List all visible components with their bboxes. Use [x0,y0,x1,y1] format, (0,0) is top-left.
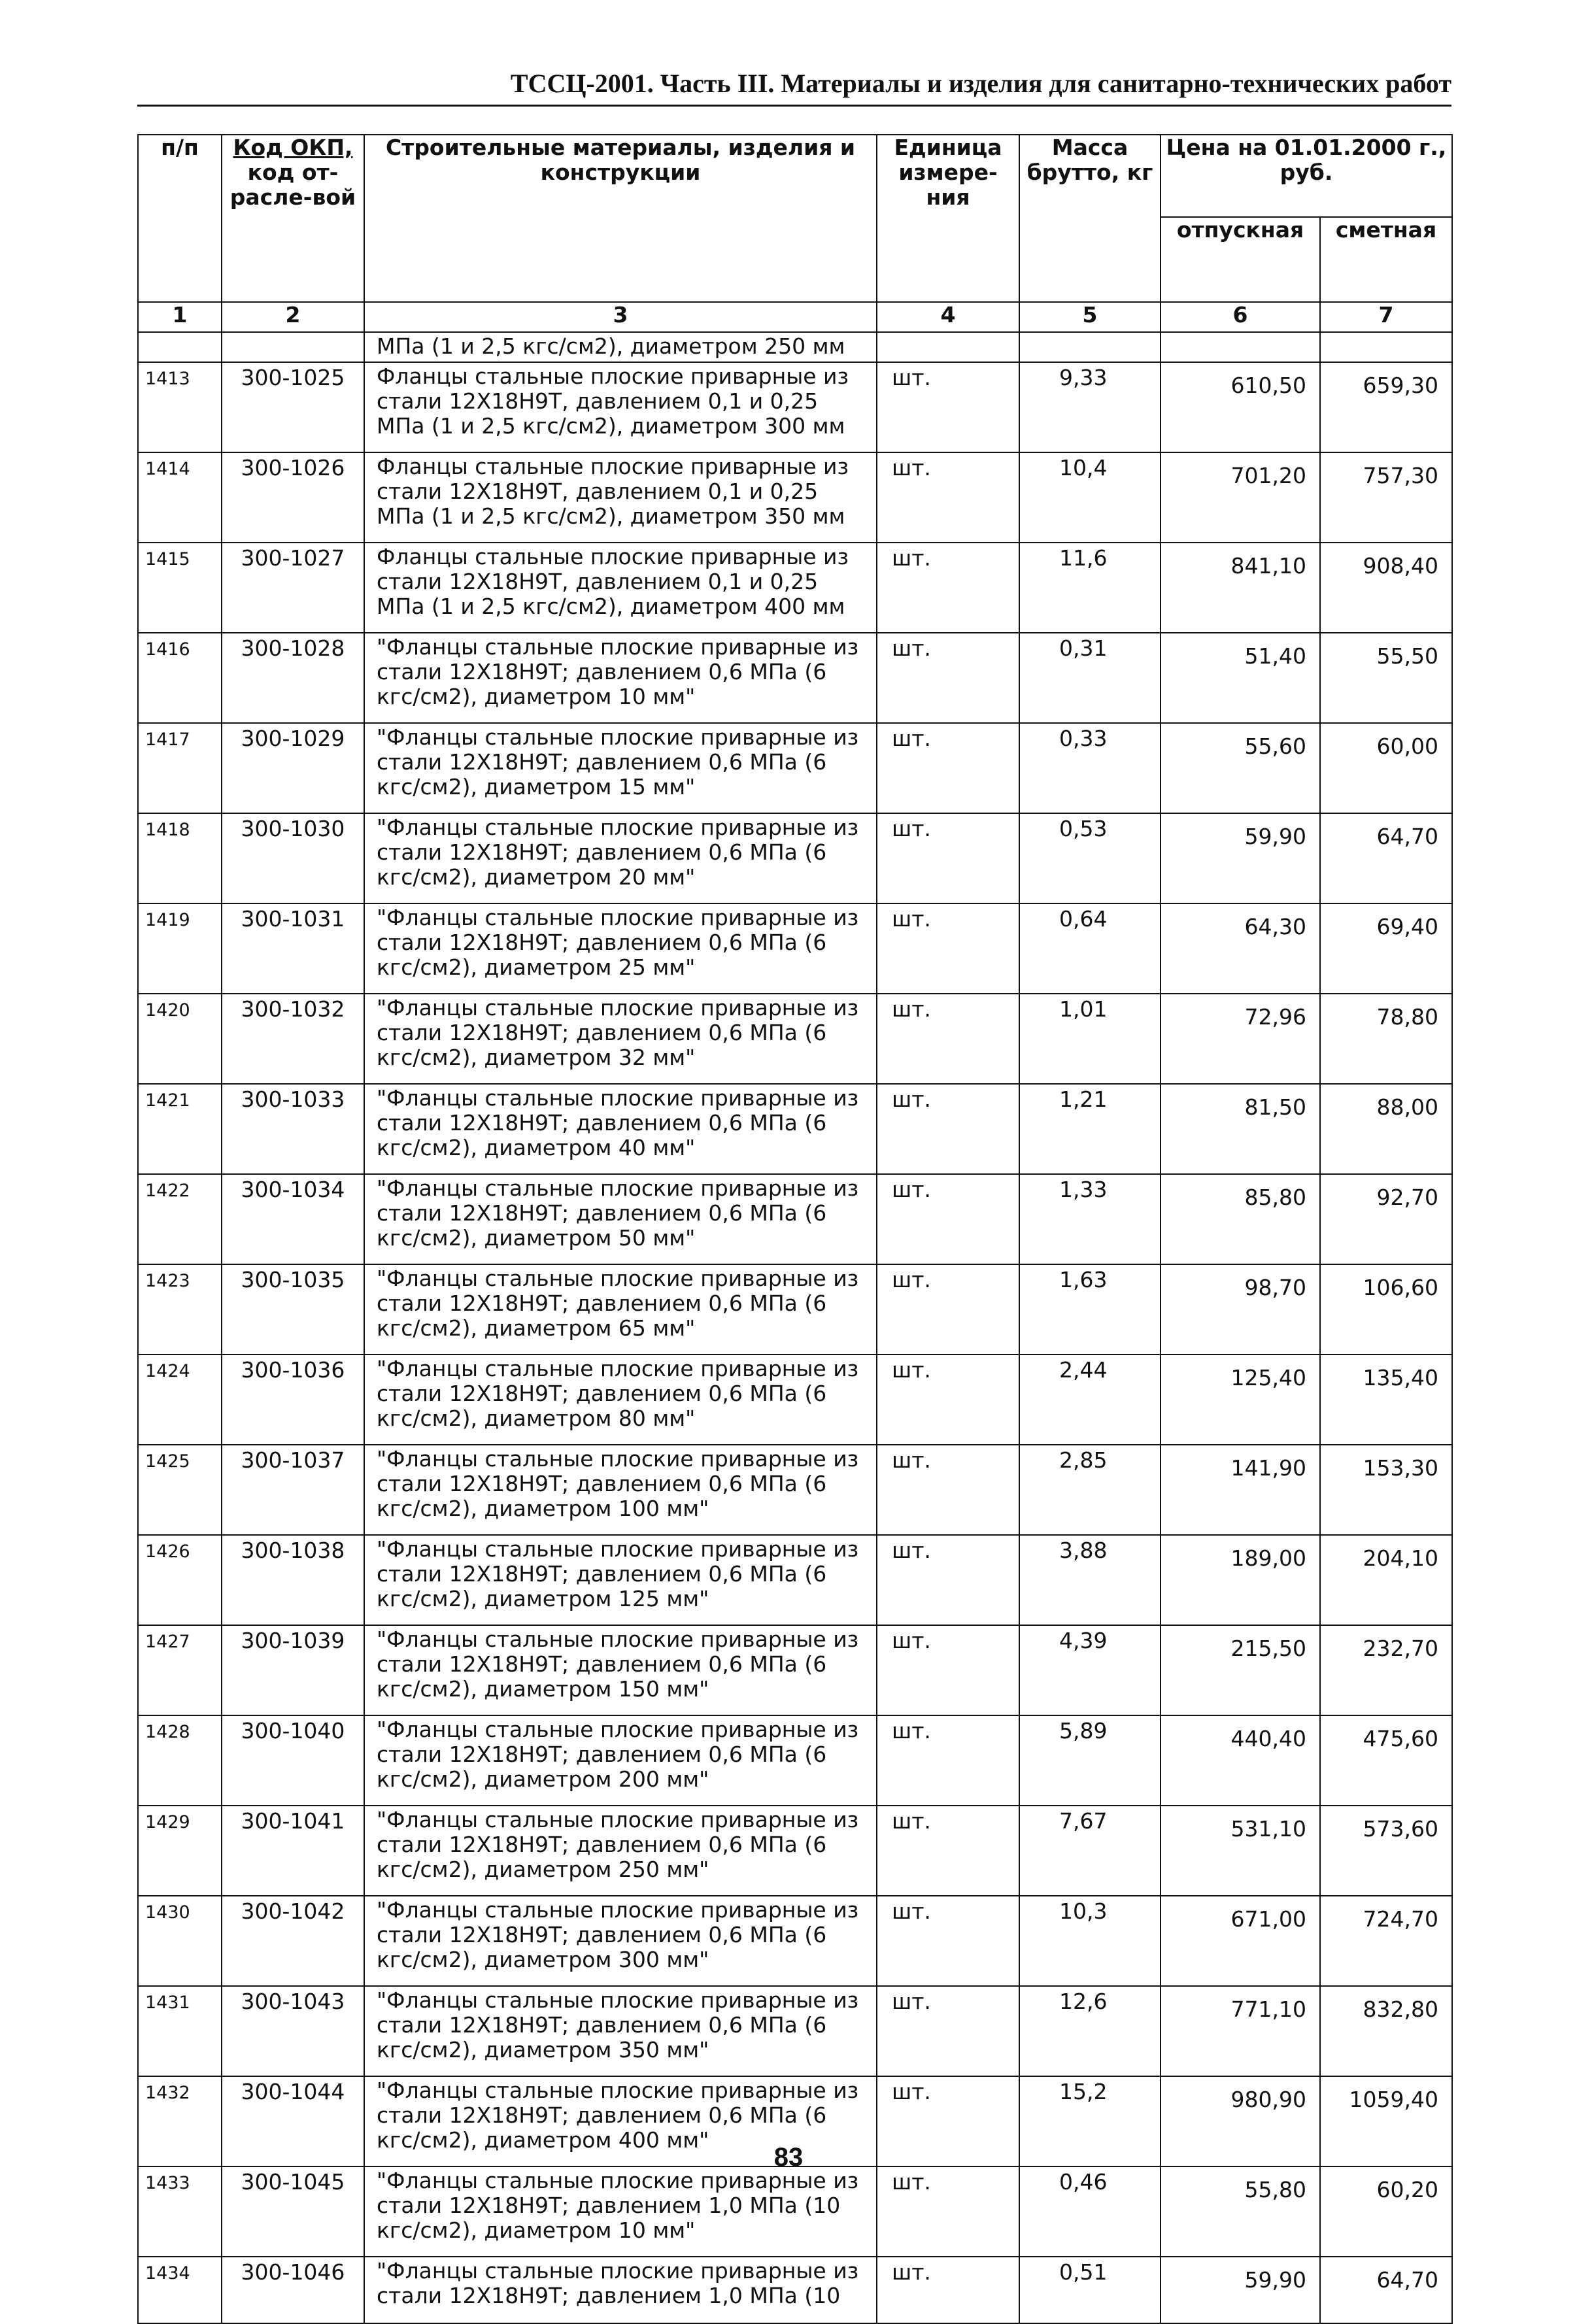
row-price-estimate: 55,50 [1320,633,1452,723]
row-price-estimate: 78,80 [1320,994,1452,1084]
row-price-sale: 189,00 [1161,1535,1320,1625]
row-mass: 10,3 [1019,1896,1161,1986]
row-mass: 1,63 [1019,1264,1161,1355]
table-row [138,452,1452,543]
row-mass: 3,88 [1019,1535,1161,1625]
row-number: 1415 [138,543,222,633]
row-code: 300-1042 [222,1896,364,1986]
row-price-estimate: 135,40 [1320,1355,1452,1445]
row-price-sale: 610,50 [1161,362,1320,452]
row-price-sale: 701,20 [1161,452,1320,543]
table-row [138,1535,1452,1625]
row-unit: шт. [877,1625,1019,1715]
table-row [138,2166,1452,2257]
row-code: 300-1035 [222,1264,364,1355]
row-unit: шт. [877,2076,1019,2166]
row-number: 1430 [138,1896,222,1986]
row-price-sale: 72,96 [1161,994,1320,1084]
row-price-sale: 55,80 [1161,2166,1320,2257]
row-mass: 11,6 [1019,543,1161,633]
row-unit: шт. [877,723,1019,813]
row-mass: 0,46 [1019,2166,1161,2257]
row-price-sale: 81,50 [1161,1084,1320,1174]
row-code: 300-1034 [222,1174,364,1264]
row-price-sale: 51,40 [1161,633,1320,723]
row-code: 300-1045 [222,2166,364,2257]
row-price-estimate: 60,00 [1320,723,1452,813]
row-description: "Фланцы стальные плоские приварные из стали 12Х18Н9Т; давлением 0,6 МПа (6 кгс/см2), диаметром 20 мм" [364,813,877,903]
row-code: 300-1037 [222,1445,364,1535]
column-number: 6 [1161,302,1320,332]
page-number: 83 [773,2143,804,2172]
row-code: 300-1033 [222,1084,364,1174]
row-mass: 0,64 [1019,903,1161,994]
row-number: 1416 [138,633,222,723]
table-header-row [138,135,1452,217]
table-row [138,723,1452,813]
row-price-sale: 671,00 [1161,1896,1320,1986]
row-price-sale: 98,70 [1161,1264,1320,1355]
row-number: 1428 [138,1715,222,1806]
row-price-sale: 64,30 [1161,903,1320,994]
row-description: "Фланцы стальные плоские приварные из стали 12Х18Н9Т; давлением 1,0 МПа (10 [364,2257,877,2323]
header-unit: Единица измере-ния [877,135,1019,302]
row-number: 1422 [138,1174,222,1264]
row-price-sale: 531,10 [1161,1806,1320,1896]
row-code: 300-1025 [222,362,364,452]
row-mass: 2,85 [1019,1445,1161,1535]
row-number: 1427 [138,1625,222,1715]
row-unit: шт. [877,2257,1019,2323]
row-code: 300-1046 [222,2257,364,2323]
row-code: 300-1031 [222,903,364,994]
column-number: 1 [138,302,222,332]
continuation-row [138,332,1452,362]
continuation-num-cell [138,332,222,362]
row-price-estimate: 573,60 [1320,1806,1452,1896]
row-price-estimate: 204,10 [1320,1535,1452,1625]
table-row [138,2257,1452,2323]
header-num: п/п [138,135,222,302]
price-table [137,134,1453,2324]
row-price-estimate: 92,70 [1320,1174,1452,1264]
row-price-sale: 59,90 [1161,813,1320,903]
row-description: "Фланцы стальные плоские приварные из стали 12Х18Н9Т; давлением 0,6 МПа (6 кгс/см2), диаметром 400 мм" [364,2076,877,2166]
header-name: Строительные материалы, изделия и конструкции [364,135,877,302]
continuation-estimate-cell [1320,332,1452,362]
row-price-estimate: 659,30 [1320,362,1452,452]
row-unit: шт. [877,362,1019,452]
row-price-estimate: 832,80 [1320,1986,1452,2076]
row-mass: 0,31 [1019,633,1161,723]
table-row [138,362,1452,452]
row-price-estimate: 475,60 [1320,1715,1452,1806]
row-price-estimate: 88,00 [1320,1084,1452,1174]
row-number: 1425 [138,1445,222,1535]
row-number: 1424 [138,1355,222,1445]
continuation-price-cell [1161,332,1320,362]
row-number: 1429 [138,1806,222,1896]
header-price-group: Цена на 01.01.2000 г., руб. [1161,135,1452,217]
row-number: 1423 [138,1264,222,1355]
row-price-estimate: 153,30 [1320,1445,1452,1535]
row-price-estimate: 106,60 [1320,1264,1452,1355]
column-number-row [138,302,1452,332]
header-code [222,135,364,302]
row-number: 1432 [138,2076,222,2166]
running-header: ТССЦ-2001. Часть III. Материалы и изделия для санитарно-технических работ [510,69,1451,98]
row-number: 1431 [138,1986,222,2076]
row-mass: 0,33 [1019,723,1161,813]
table-row [138,1986,1452,2076]
row-price-sale: 440,40 [1161,1715,1320,1806]
row-unit: шт. [877,2166,1019,2257]
row-price-estimate: 757,30 [1320,452,1452,543]
row-description: "Фланцы стальные плоские приварные из стали 12Х18Н9Т; давлением 1,0 МПа (10 кгс/см2), диаметром 10 мм" [364,2166,877,2257]
row-unit: шт. [877,1264,1019,1355]
row-description: "Фланцы стальные плоские приварные из стали 12Х18Н9Т; давлением 0,6 МПа (6 кгс/см2), диаметром 50 мм" [364,1174,877,1264]
table-row [138,994,1452,1084]
row-mass: 1,21 [1019,1084,1161,1174]
row-number: 1417 [138,723,222,813]
row-price-estimate: 64,70 [1320,813,1452,903]
row-price-sale: 215,50 [1161,1625,1320,1715]
header-price-sale: отпускная [1161,217,1320,302]
row-mass: 12,6 [1019,1986,1161,2076]
table-row [138,1264,1452,1355]
row-description: "Фланцы стальные плоские приварные из стали 12Х18Н9Т; давлением 0,6 МПа (6 кгс/см2), диаметром 250 мм" [364,1806,877,1896]
table-row [138,1084,1452,1174]
row-code: 300-1044 [222,2076,364,2166]
row-description: "Фланцы стальные плоские приварные из стали 12Х18Н9Т; давлением 0,6 МПа (6 кгс/см2), диаметром 350 мм" [364,1986,877,2076]
row-price-sale: 141,90 [1161,1445,1320,1535]
continuation-unit-cell [877,332,1019,362]
row-mass: 4,39 [1019,1625,1161,1715]
row-code: 300-1043 [222,1986,364,2076]
table-row [138,1355,1452,1445]
row-price-sale: 59,90 [1161,2257,1320,2323]
row-mass: 1,33 [1019,1174,1161,1264]
row-unit: шт. [877,1986,1019,2076]
row-mass: 1,01 [1019,994,1161,1084]
row-price-estimate: 908,40 [1320,543,1452,633]
row-code: 300-1032 [222,994,364,1084]
row-number: 1414 [138,452,222,543]
header-mass: Масса брутто, кг [1019,135,1161,302]
row-number: 1421 [138,1084,222,1174]
table-row [138,543,1452,633]
row-unit: шт. [877,1535,1019,1625]
row-code: 300-1041 [222,1806,364,1896]
row-number: 1413 [138,362,222,452]
continuation-code-cell [222,332,364,362]
row-description: "Фланцы стальные плоские приварные из стали 12Х18Н9Т; давлением 0,6 МПа (6 кгс/см2), диаметром 125 мм" [364,1535,877,1625]
row-unit: шт. [877,1806,1019,1896]
row-mass: 10,4 [1019,452,1161,543]
header-code-top: Код ОКП, [233,135,353,160]
row-unit: шт. [877,452,1019,543]
row-description: "Фланцы стальные плоские приварные из стали 12Х18Н9Т; давлением 0,6 МПа (6 кгс/см2), диаметром 25 мм" [364,903,877,994]
row-number: 1420 [138,994,222,1084]
row-description: "Фланцы стальные плоские приварные из стали 12Х18Н9Т; давлением 0,6 МПа (6 кгс/см2), диаметром 65 мм" [364,1264,877,1355]
row-price-estimate: 69,40 [1320,903,1452,994]
row-code: 300-1039 [222,1625,364,1715]
row-description: "Фланцы стальные плоские приварные из стали 12Х18Н9Т; давлением 0,6 МПа (6 кгс/см2), диаметром 150 мм" [364,1625,877,1715]
row-price-sale: 980,90 [1161,2076,1320,2166]
row-price-estimate: 1059,40 [1320,2076,1452,2166]
row-mass: 0,51 [1019,2257,1161,2323]
row-number: 1434 [138,2257,222,2323]
row-number: 1419 [138,903,222,994]
row-code: 300-1026 [222,452,364,543]
row-price-sale: 841,10 [1161,543,1320,633]
row-mass: 7,67 [1019,1806,1161,1896]
row-unit: шт. [877,994,1019,1084]
row-price-estimate: 724,70 [1320,1896,1452,1986]
table-row [138,903,1452,994]
row-code: 300-1036 [222,1355,364,1445]
column-number: 7 [1320,302,1452,332]
column-number: 5 [1019,302,1161,332]
table-row [138,1806,1452,1896]
row-unit: шт. [877,543,1019,633]
row-unit: шт. [877,1084,1019,1174]
row-unit: шт. [877,1445,1019,1535]
row-unit: шт. [877,813,1019,903]
row-description: "Фланцы стальные плоские приварные из стали 12Х18Н9Т; давлением 0,6 МПа (6 кгс/см2), диаметром 80 мм" [364,1355,877,1445]
column-number: 2 [222,302,364,332]
row-code: 300-1030 [222,813,364,903]
column-number: 4 [877,302,1019,332]
row-unit: шт. [877,1174,1019,1264]
row-mass: 2,44 [1019,1355,1161,1445]
table-row [138,1896,1452,1986]
row-description: "Фланцы стальные плоские приварные из стали 12Х18Н9Т; давлением 0,6 МПа (6 кгс/см2), диаметром 300 мм" [364,1896,877,1986]
row-number: 1418 [138,813,222,903]
row-code: 300-1028 [222,633,364,723]
row-mass: 15,2 [1019,2076,1161,2166]
row-unit: шт. [877,1715,1019,1806]
row-description: Фланцы стальные плоские приварные из стали 12Х18Н9Т, давлением 0,1 и 0,25 МПа (1 и 2,5 кгс/см2), диаметром 400 мм [364,543,877,633]
row-number: 1433 [138,2166,222,2257]
row-description: "Фланцы стальные плоские приварные из стали 12Х18Н9Т; давлением 0,6 МПа (6 кгс/см2), диаметром 200 мм" [364,1715,877,1806]
row-mass: 0,53 [1019,813,1161,903]
row-price-estimate: 64,70 [1320,2257,1452,2323]
table-row [138,1445,1452,1535]
row-unit: шт. [877,633,1019,723]
row-mass: 9,33 [1019,362,1161,452]
row-price-estimate: 232,70 [1320,1625,1452,1715]
row-price-sale: 125,40 [1161,1355,1320,1445]
row-code: 300-1040 [222,1715,364,1806]
header-rule [137,105,1451,107]
row-description: "Фланцы стальные плоские приварные из стали 12Х18Н9Т; давлением 0,6 МПа (6 кгс/см2), диаметром 10 мм" [364,633,877,723]
row-description: "Фланцы стальные плоские приварные из стали 12Х18Н9Т; давлением 0,6 МПа (6 кгс/см2), диаметром 40 мм" [364,1084,877,1174]
row-price-sale: 85,80 [1161,1174,1320,1264]
row-mass: 5,89 [1019,1715,1161,1806]
row-price-sale: 55,60 [1161,723,1320,813]
row-unit: шт. [877,1355,1019,1445]
header-price-estimate: сметная [1320,217,1452,302]
table-row [138,633,1452,723]
table-row [138,1715,1452,1806]
row-description: "Фланцы стальные плоские приварные из стали 12Х18Н9Т; давлением 0,6 МПа (6 кгс/см2), диаметром 32 мм" [364,994,877,1084]
row-unit: шт. [877,903,1019,994]
row-number: 1426 [138,1535,222,1625]
row-code: 300-1038 [222,1535,364,1625]
continuation-description: МПа (1 и 2,5 кгс/см2), диаметром 250 мм [364,332,877,362]
table-row [138,813,1452,903]
row-code: 300-1029 [222,723,364,813]
row-description: Фланцы стальные плоские приварные из стали 12Х18Н9Т, давлением 0,1 и 0,25 МПа (1 и 2,5 кгс/см2), диаметром 300 мм [364,362,877,452]
table-row [138,1625,1452,1715]
row-code: 300-1027 [222,543,364,633]
column-number: 3 [364,302,877,332]
row-price-estimate: 60,20 [1320,2166,1452,2257]
row-description: "Фланцы стальные плоские приварные из стали 12Х18Н9Т; давлением 0,6 МПа (6 кгс/см2), диаметром 100 мм" [364,1445,877,1535]
header-code-bottom: код от-расле-вой [229,160,356,210]
continuation-mass-cell [1019,332,1161,362]
row-unit: шт. [877,1896,1019,1986]
row-price-sale: 771,10 [1161,1986,1320,2076]
row-description: Фланцы стальные плоские приварные из стали 12Х18Н9Т, давлением 0,1 и 0,25 МПа (1 и 2,5 кгс/см2), диаметром 350 мм [364,452,877,543]
row-description: "Фланцы стальные плоские приварные из стали 12Х18Н9Т; давлением 0,6 МПа (6 кгс/см2), диаметром 15 мм" [364,723,877,813]
table-row [138,1174,1452,1264]
